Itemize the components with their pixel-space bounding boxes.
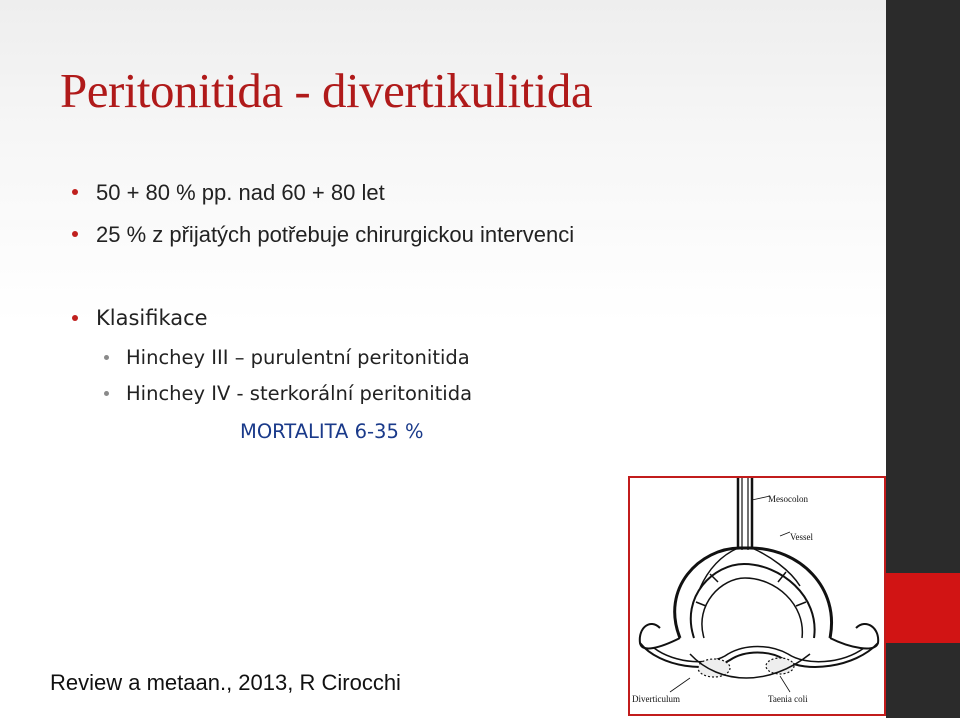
label-diverticulum: Diverticulum [632, 694, 680, 704]
bullet-marker [72, 231, 78, 237]
colon-diagram [630, 478, 886, 716]
bullet-marker [72, 315, 78, 321]
bullet-item [96, 306, 208, 330]
label-vessel: Vessel [790, 532, 813, 542]
sub-bullet-text: Hinchey IV - sterkorální peritonitida [126, 382, 473, 405]
bullet-item [96, 222, 574, 248]
anatomy-figure [628, 476, 886, 716]
bullet-text: Klasifikace [96, 306, 208, 330]
bullet-marker [72, 189, 78, 195]
sub-bullet-item [126, 346, 470, 369]
sidebar-accent-block [886, 573, 960, 643]
citation: Review a metaan., 2013, R Cirocchi [50, 670, 401, 695]
bullet-text: 50 + 80 % pp. nad 60 + 80 let [96, 180, 385, 205]
sub-bullet-marker [104, 391, 109, 396]
slide-title: Peritonitida - divertikulitida [60, 63, 593, 118]
sub-bullet-text: Hinchey III – purulentní peritonitida [126, 346, 470, 369]
bullet-item [96, 180, 385, 206]
sub-bullet-item [126, 382, 472, 405]
bullet-text: 25 % z přijatých potřebuje chirurgickou intervenci [96, 222, 575, 247]
label-mesocolon: Mesocolon [768, 494, 808, 504]
sub-bullet-marker [104, 355, 109, 360]
label-taenia-coli: Taenia coli [768, 694, 808, 704]
mortality-text: MORTALITA 6-35 % [240, 420, 424, 443]
